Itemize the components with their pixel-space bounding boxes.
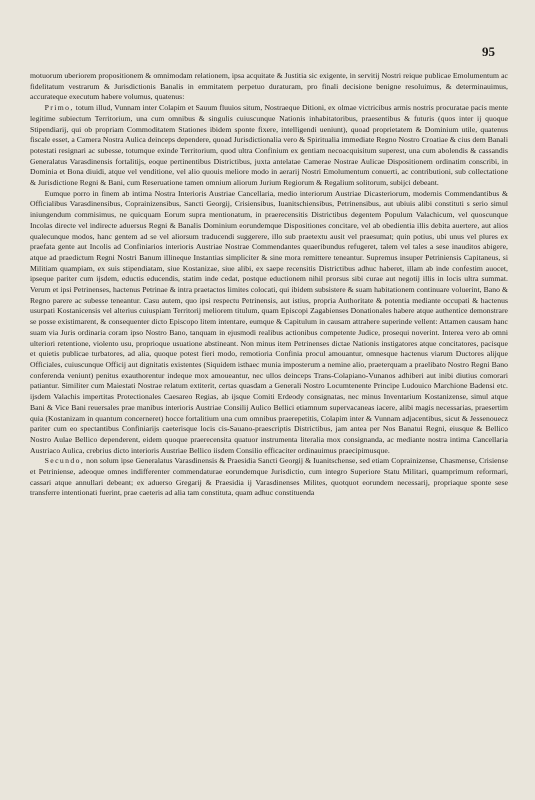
paragraph-lead-word: Secundo, bbox=[44, 456, 85, 466]
paragraph-eumque bbox=[30, 189, 508, 457]
paragraph-lead-word: Primo, bbox=[44, 103, 74, 113]
paragraph-primo bbox=[30, 103, 508, 189]
paragraph-secundo bbox=[30, 456, 508, 499]
paragraph-text: Eumque porro in finem ab intima Nostra Interioris Austriae Cancellaria, medio interiorum Austriae Dicasteriorum, modernis Commendantibus & Officialibus Varasdinensibus, Coprainizensibus, Sancti Georgij, Crisiensibus, Iuanitschiensibus, Petrinensibus, aut ubiuis alibi constituti s serio simul iniungendum commisimus, ne quicquam Eorum supra mentionatum, in praerecensitis Districtibus degentem Populum Valachicum, vel quoscunque Incolas directe vel indirecte aduersus Regni & Banalis Dominium eorundemque Dispositiones concitare, vel ab obedientia illis debita auertere, aut alios qualecunque modos, hanc gentem ad se vel aliorsum traducendi suggerere, illo sub praetextu ausit vel praesumat; quin potius, ubi unus vel plures ex praefata gente aut Incolis ad Confiniarios interioris Austriae Nostrae Commendantes quaeribundus refugeret, talem vel tales a sese inauditos abigere, atque ad praedictum Regni Nostri Banum illineque Instantias simpliciter & sine mora remittere teneantur. Supremus insuper Petriniensis Capitaneus, si Militiam quampiam, ex suis stipendiatam, siue Kostanizae, siue alibi, ex saepe recensitis Districtibus adhuc haberet, illam ab inde confestim auocet, ipseque pariter cum ijsdem, eductis educendis, statim inde cedat, postque eductionem nihil prorsus sibi curae aut negotij illis in locis ultra summat. Verum et ipsi Petrinenses, hactenus Petrinae & intra praetactos limites colocati, qui ibidem subsistere & suam habitationem continuare voluerint, Bano & Regno parere ac subesse teneantur. Casu autem, quo ipsi respectu Petrinensis, aut istius, propria Authoritate & potentia mediante occupati & hactenus usurpati Kostanicensis vel alterius cuiuspiam Territorij meliorem titulum, quam Episcopi Zagabienses Donationales habere atque authentice demonstrare se posse existimarent, & consequenter dicto Episcopo litem intentare, eumque & Capitulum in causam attrahere superinde vellent: Attamen causam hanc suam via Juris ordinaria coram ipso Nostro Bano, tanquam in ejusmodi realibus actionibus competente Judice, prosequi noverint. Interea vero ab omni ulteriori retentione, violento usu, proprioque usuatione abstineant. Non minus item Petrinenses dictae Nationis instigatores atque concitatores, pacisque et quietis publicae turbatores, ad alia, quoque potest fieri modo, remotioria Confinia procul amouantur, omnesque hactenus viarum Ductores alijque Officiales, cuiuscunque Officij aut dignitatis existentes (Siquidem isthaec munia imposterum a nemine alio, praeterquam a praelibato Nostro Regni Bano conferenda veniunt) penitus exauthorentur indeque mox amoueantur, nec ullos deinceps Trans-Colapiano-Vunanos adhiberi aut inibi diutius comorari patiantur. Similiter cum Maiestati Nostrae relatum extiterit, certas quasdam a Generali Nostro Locumtenente Principe Ludouico Marchione Badensi etc. ijsdem Valachis impertitas Protectionales Caesareo Regias, ab ijsque Comiti Erdeody consignatas, nec minus Inventarium Kostanizense, simul atque Bani & Vice Bani reuersales prae manibus interioris Austriae Consilij Aulico Bellici etiamnum supervacaneas iacere, alibi magis necessarias, praesertim quia (Kostanizam in quantum concerneret) hocce fortalitium una cum omnibus praerepetitis, Colapim inter & Vunnam adjacentibus, sicut & Jessenouecz pariter cum eo spectantibus Confiniarijs caeterisque locis cis-Sauano-praescriptis Districtibus, jam antea per Nos Banatui Regni, eiusque & Bellico Nostro Aulae Bellico dependerent, eidem quoque praerecensita quatuor instrumenta literalia mox consignanda, ac mediante nostra intima Cancellaria Austriaco Aulica, crebrius dicto interioris Austriae Bellico iisdem Consilio efficaciter ordinauimus praecipimusque. bbox=[30, 188, 508, 455]
paragraph-text: non solum ipse Generalatus Varasdinensis & Praesidia Sancti Georgij & Iuanitschense, sed etiam Coprainizense, Chasmense, Crisiense et Petriniense, adeoque omnes indifferenter commendaturae eorundemque Jurisdictio, cum integro Superiore Statu Militari, quamprimum reformari, cassari atque annullari debeant; ex aduerso Gregarij & Praesidia ij Varasdinenses Milites, quotquot eorundem necessarij, propriaque sponte sese transferre intentionati fuerint, prae caeteris ad alia tam constituta, quam adhuc constituenda bbox=[30, 456, 508, 498]
paragraph-text: totum illud, Vunnam inter Colapim et Sauum fluuios situm, Nostraeque Ditioni, ex olmae victricibus armis nostris procuratae pacis mente legitime subiectum Territorium, una cum omnibus & singulis cuiuscunque Nationis inhabitatoribus, praesentibus & futuris (quos inter ij quoque Stipendiarij, qui ob propriam Commoditatem Stationes ibidem sponte fixere, intelligendi ueniunt), quoad proprietatem & Dominium utile, quatenus fiscale esset, a Camera Nostra Aulica deinceps dependere, quoad Jurisdictionalia vero & Spiritualia immediate Regno Nostro Croatiae & cius dem Banali potestati resignari ac subesse, totumque exinde Territorium, quod ultra Confinium ex gentiam necoacquisitum superest, una cum abolendis & cassandis Generalatus Varasdinensis fortalitijs, eoque pertinentibus Districtibus, juxta antelatae Camerae Nostrae Aulicae Dispositionem ordinatim conscribi, in Dominia et Bona diuidi, atque vel venditione, vel alio quouis meliore modo in aerarij Nostri Emolumentum conuerti, ac contributioni, sub collectatione & Jurisdictione Regni & Bani, cum Reseruatione tamen omnium aliorum Jurium Regiorum & Regalium solitorum, subijci debeant. bbox=[30, 103, 508, 188]
paragraph-continuation bbox=[30, 71, 508, 103]
page-number: 95 bbox=[482, 44, 495, 59]
paragraph-text: motuorum uberiorem propositionem & omnimodam relationem, ipsa acquitate & Justitia sic exigente, in servitij Nostri reique publicae Emolumentum ac fidelitatum vestrarum & Jurisdictionis Banalis in emmitatem perpetuo duraturam, pro finali decisione benigne resoluimus, & determinauimus, accurateque executum habere volumus, quatenus: bbox=[30, 71, 508, 102]
body-text bbox=[30, 71, 508, 499]
